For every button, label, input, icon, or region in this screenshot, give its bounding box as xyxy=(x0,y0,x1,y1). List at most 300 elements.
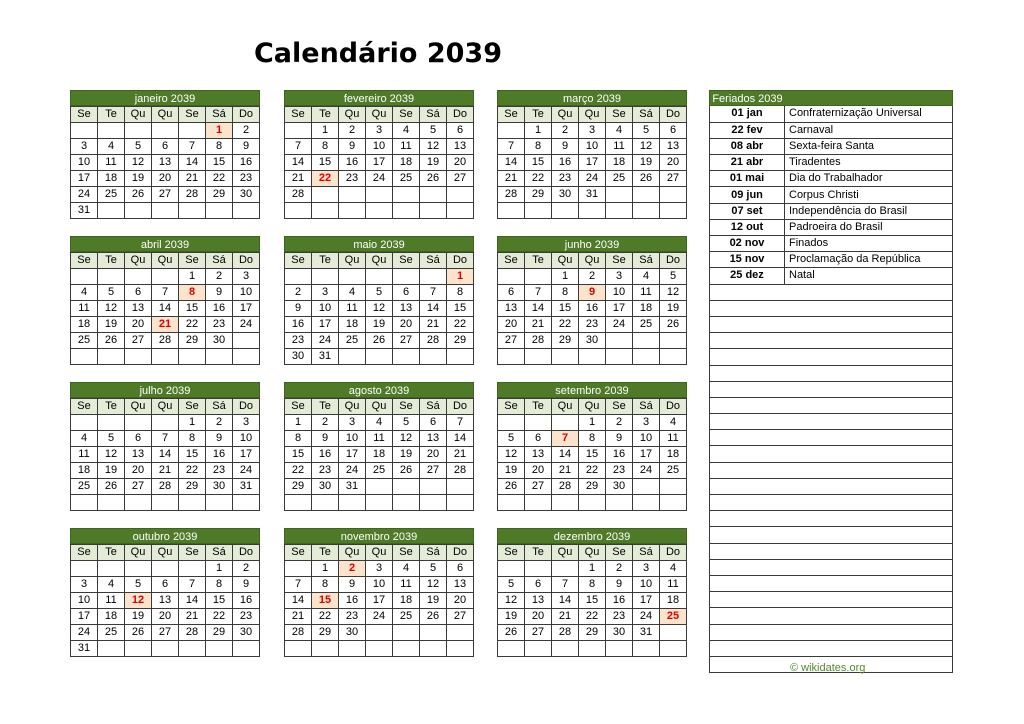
day-cell: 16 xyxy=(206,447,233,463)
week-row xyxy=(285,317,474,333)
day-cell: 3 xyxy=(606,269,633,285)
weekday-label: Se xyxy=(606,253,633,269)
weekday-label: Do xyxy=(233,399,260,415)
day-cell: 18 xyxy=(71,317,98,333)
day-cell: 23 xyxy=(552,171,579,187)
month-calendar xyxy=(70,382,260,511)
weekday-label: Se xyxy=(179,107,206,123)
week-row xyxy=(285,171,474,187)
empty-cell xyxy=(710,559,953,575)
week-row xyxy=(71,431,260,447)
day-cell: 25 xyxy=(393,609,420,625)
day-cell: 12 xyxy=(498,447,525,463)
credit-link[interactable]: © wikidates.org xyxy=(790,662,866,674)
day-cell: 14 xyxy=(447,431,474,447)
empty-cell xyxy=(633,333,660,349)
empty-cell xyxy=(633,495,660,511)
day-cell: 24 xyxy=(233,463,260,479)
month-calendar xyxy=(497,236,687,365)
month-table xyxy=(284,106,474,219)
day-cell: 3 xyxy=(71,577,98,593)
day-cell: 8 xyxy=(179,285,206,301)
day-cell: 29 xyxy=(552,333,579,349)
weekday-label: Te xyxy=(98,399,125,415)
day-cell: 18 xyxy=(366,447,393,463)
empty-cell xyxy=(710,349,953,365)
day-cell: 11 xyxy=(660,577,687,593)
day-cell: 26 xyxy=(98,333,125,349)
day-cell: 6 xyxy=(393,285,420,301)
holiday-name: Natal xyxy=(785,268,953,284)
weekday-label: Se xyxy=(179,253,206,269)
week-row xyxy=(71,495,260,511)
weekday-label: Qu xyxy=(579,545,606,561)
day-cell: 6 xyxy=(152,139,179,155)
day-cell: 1 xyxy=(312,123,339,139)
day-cell: 25 xyxy=(71,333,98,349)
day-cell: 9 xyxy=(233,577,260,593)
month-table xyxy=(284,252,474,365)
holiday-date: 12 out xyxy=(710,219,785,235)
day-cell: 2 xyxy=(206,415,233,431)
weekday-label: Se xyxy=(393,545,420,561)
empty-cell xyxy=(125,561,152,577)
month-table xyxy=(497,398,687,511)
day-cell: 12 xyxy=(366,301,393,317)
empty-cell xyxy=(366,641,393,657)
holiday-name: Tiradentes xyxy=(785,155,953,171)
weekday-label: Sá xyxy=(420,399,447,415)
week-row xyxy=(498,301,687,317)
weekday-label: Se xyxy=(498,545,525,561)
weekday-label: Sá xyxy=(633,399,660,415)
weekday-label: Qu xyxy=(339,253,366,269)
holiday-row xyxy=(710,203,953,219)
empty-cell xyxy=(393,269,420,285)
week-row xyxy=(498,187,687,203)
day-cell: 12 xyxy=(393,431,420,447)
holiday-name: Confraternização Universal xyxy=(785,106,953,122)
day-cell: 18 xyxy=(660,447,687,463)
empty-cell xyxy=(71,349,98,365)
holiday-empty-row xyxy=(710,608,953,624)
day-cell: 15 xyxy=(579,593,606,609)
day-cell: 20 xyxy=(152,609,179,625)
day-cell: 20 xyxy=(125,317,152,333)
holiday-empty-row xyxy=(710,559,953,575)
day-cell: 1 xyxy=(312,561,339,577)
day-cell: 2 xyxy=(606,561,633,577)
empty-cell xyxy=(125,203,152,219)
holiday-row xyxy=(710,138,953,154)
day-cell: 4 xyxy=(98,139,125,155)
day-cell: 22 xyxy=(525,171,552,187)
day-cell: 10 xyxy=(366,139,393,155)
day-cell: 18 xyxy=(660,593,687,609)
empty-cell xyxy=(393,349,420,365)
empty-cell xyxy=(447,187,474,203)
day-cell: 16 xyxy=(339,593,366,609)
day-cell: 5 xyxy=(393,415,420,431)
holiday-date: 22 fev xyxy=(710,122,785,138)
weekday-label: Qu xyxy=(579,253,606,269)
month-calendar xyxy=(497,90,687,219)
day-cell: 21 xyxy=(152,463,179,479)
empty-cell xyxy=(660,641,687,657)
empty-cell xyxy=(125,641,152,657)
day-cell: 22 xyxy=(179,463,206,479)
holidays-panel xyxy=(709,90,953,673)
week-row xyxy=(285,593,474,609)
day-cell: 27 xyxy=(660,171,687,187)
empty-cell xyxy=(660,479,687,495)
empty-cell xyxy=(98,203,125,219)
holidays-table xyxy=(709,106,953,673)
holiday-date: 21 abr xyxy=(710,155,785,171)
empty-cell xyxy=(285,123,312,139)
day-cell: 24 xyxy=(606,317,633,333)
holiday-empty-row xyxy=(710,381,953,397)
empty-cell xyxy=(498,415,525,431)
empty-cell xyxy=(498,349,525,365)
empty-cell xyxy=(606,187,633,203)
day-cell: 26 xyxy=(125,625,152,641)
day-cell: 10 xyxy=(366,577,393,593)
day-cell: 24 xyxy=(71,187,98,203)
week-row xyxy=(285,269,474,285)
day-cell: 29 xyxy=(285,479,312,495)
empty-cell xyxy=(152,123,179,139)
day-cell: 6 xyxy=(498,285,525,301)
weekday-row xyxy=(285,253,474,269)
empty-cell xyxy=(447,495,474,511)
day-cell: 29 xyxy=(525,187,552,203)
day-cell: 16 xyxy=(606,447,633,463)
day-cell: 2 xyxy=(606,415,633,431)
day-cell: 18 xyxy=(633,301,660,317)
day-cell: 6 xyxy=(447,561,474,577)
weekday-row xyxy=(71,545,260,561)
weekday-label: Qu xyxy=(339,545,366,561)
empty-cell xyxy=(447,625,474,641)
day-cell: 4 xyxy=(366,415,393,431)
week-row xyxy=(71,285,260,301)
empty-cell xyxy=(312,187,339,203)
empty-cell xyxy=(206,495,233,511)
week-row xyxy=(285,333,474,349)
day-cell: 8 xyxy=(312,139,339,155)
empty-cell xyxy=(98,415,125,431)
weekday-label: Se xyxy=(179,399,206,415)
weekday-label: Qu xyxy=(125,253,152,269)
day-cell: 2 xyxy=(339,561,366,577)
day-cell: 1 xyxy=(179,415,206,431)
day-cell: 9 xyxy=(312,431,339,447)
holiday-name: Proclamação da República xyxy=(785,252,953,268)
day-cell: 3 xyxy=(71,139,98,155)
day-cell: 16 xyxy=(606,593,633,609)
day-cell: 8 xyxy=(312,577,339,593)
day-cell: 5 xyxy=(125,577,152,593)
day-cell: 22 xyxy=(206,171,233,187)
day-cell: 28 xyxy=(552,625,579,641)
day-cell: 6 xyxy=(447,123,474,139)
day-cell: 16 xyxy=(206,301,233,317)
day-cell: 31 xyxy=(579,187,606,203)
day-cell: 19 xyxy=(420,593,447,609)
day-cell: 29 xyxy=(579,479,606,495)
day-cell: 17 xyxy=(366,593,393,609)
day-cell: 4 xyxy=(71,285,98,301)
empty-cell xyxy=(152,641,179,657)
holiday-row xyxy=(710,252,953,268)
holidays-header xyxy=(709,90,953,106)
empty-cell xyxy=(660,333,687,349)
day-cell: 2 xyxy=(312,415,339,431)
day-cell: 7 xyxy=(152,285,179,301)
day-cell: 6 xyxy=(525,577,552,593)
holiday-name: Finados xyxy=(785,236,953,252)
empty-cell xyxy=(447,479,474,495)
empty-cell xyxy=(98,641,125,657)
day-cell: 13 xyxy=(525,593,552,609)
day-cell: 18 xyxy=(98,609,125,625)
day-cell: 29 xyxy=(579,625,606,641)
holiday-row xyxy=(710,155,953,171)
day-cell: 20 xyxy=(498,317,525,333)
day-cell: 19 xyxy=(498,609,525,625)
empty-cell xyxy=(579,203,606,219)
week-row xyxy=(498,479,687,495)
day-cell: 5 xyxy=(98,285,125,301)
weekday-label: Qu xyxy=(366,107,393,123)
day-cell: 23 xyxy=(339,171,366,187)
weekday-label: Se xyxy=(393,107,420,123)
day-cell: 18 xyxy=(98,171,125,187)
day-cell: 21 xyxy=(179,609,206,625)
empty-cell xyxy=(710,316,953,332)
empty-cell xyxy=(420,625,447,641)
empty-cell xyxy=(710,495,953,511)
week-row xyxy=(71,139,260,155)
day-cell: 11 xyxy=(98,155,125,171)
day-cell: 22 xyxy=(179,317,206,333)
week-row xyxy=(71,641,260,657)
day-cell: 30 xyxy=(233,187,260,203)
holiday-date: 09 jun xyxy=(710,187,785,203)
day-cell: 18 xyxy=(339,317,366,333)
holiday-row xyxy=(710,171,953,187)
holiday-empty-row xyxy=(710,397,953,413)
weekday-label: Te xyxy=(98,253,125,269)
weekday-label: Qu xyxy=(152,399,179,415)
day-cell: 12 xyxy=(98,447,125,463)
empty-cell xyxy=(152,495,179,511)
day-cell: 1 xyxy=(179,269,206,285)
month-table xyxy=(70,106,260,219)
day-cell: 28 xyxy=(179,187,206,203)
weekday-label: Qu xyxy=(366,253,393,269)
weekday-label: Do xyxy=(660,545,687,561)
day-cell: 7 xyxy=(447,415,474,431)
empty-cell xyxy=(420,479,447,495)
holiday-date: 01 jan xyxy=(710,106,785,122)
empty-cell xyxy=(233,349,260,365)
empty-cell xyxy=(393,187,420,203)
empty-cell xyxy=(233,495,260,511)
day-cell: 5 xyxy=(125,139,152,155)
month-calendar xyxy=(70,236,260,365)
month-calendar xyxy=(284,236,474,365)
weekday-label: Qu xyxy=(579,107,606,123)
day-cell: 20 xyxy=(447,593,474,609)
day-cell: 19 xyxy=(366,317,393,333)
holiday-date: 01 mai xyxy=(710,171,785,187)
day-cell: 14 xyxy=(498,155,525,171)
weekday-label: Do xyxy=(447,545,474,561)
empty-cell xyxy=(125,495,152,511)
empty-cell xyxy=(206,349,233,365)
empty-cell xyxy=(579,349,606,365)
weekday-label: Te xyxy=(312,107,339,123)
week-row xyxy=(285,609,474,625)
day-cell: 14 xyxy=(525,301,552,317)
day-cell: 27 xyxy=(125,333,152,349)
day-cell: 14 xyxy=(285,593,312,609)
day-cell: 14 xyxy=(552,593,579,609)
day-cell: 8 xyxy=(579,431,606,447)
holiday-empty-row xyxy=(710,575,953,591)
day-cell: 2 xyxy=(552,123,579,139)
day-cell: 26 xyxy=(393,463,420,479)
day-cell: 28 xyxy=(152,479,179,495)
day-cell: 1 xyxy=(579,561,606,577)
day-cell: 16 xyxy=(579,301,606,317)
week-row xyxy=(71,593,260,609)
month-table xyxy=(284,544,474,657)
day-cell: 20 xyxy=(125,463,152,479)
day-cell: 29 xyxy=(206,187,233,203)
day-cell: 25 xyxy=(393,171,420,187)
weekday-label: Do xyxy=(233,107,260,123)
weekday-label: Te xyxy=(312,399,339,415)
weekday-label: Qu xyxy=(552,253,579,269)
month-header: agosto 2039 xyxy=(284,382,474,398)
day-cell: 31 xyxy=(633,625,660,641)
weekday-label: Do xyxy=(233,253,260,269)
week-row xyxy=(71,333,260,349)
empty-cell xyxy=(606,203,633,219)
day-cell: 30 xyxy=(312,479,339,495)
day-cell: 9 xyxy=(339,577,366,593)
month-header: novembro 2039 xyxy=(284,528,474,544)
day-cell: 12 xyxy=(125,593,152,609)
day-cell: 27 xyxy=(525,625,552,641)
empty-cell xyxy=(552,495,579,511)
month-header: dezembro 2039 xyxy=(497,528,687,544)
empty-cell xyxy=(525,269,552,285)
day-cell: 23 xyxy=(312,463,339,479)
month-calendar xyxy=(284,90,474,219)
weekday-label: Se xyxy=(71,399,98,415)
day-cell: 9 xyxy=(206,431,233,447)
day-cell: 18 xyxy=(606,155,633,171)
week-row xyxy=(285,285,474,301)
day-cell: 13 xyxy=(152,593,179,609)
weekday-label: Se xyxy=(71,545,98,561)
day-cell: 12 xyxy=(125,155,152,171)
day-cell: 21 xyxy=(552,463,579,479)
week-row xyxy=(498,285,687,301)
day-cell: 30 xyxy=(233,625,260,641)
day-cell: 5 xyxy=(366,285,393,301)
empty-cell xyxy=(366,187,393,203)
day-cell: 17 xyxy=(633,593,660,609)
day-cell: 10 xyxy=(633,577,660,593)
empty-cell xyxy=(525,495,552,511)
weekday-label: Qu xyxy=(152,253,179,269)
holiday-empty-row xyxy=(710,511,953,527)
day-cell: 4 xyxy=(71,431,98,447)
day-cell: 15 xyxy=(206,593,233,609)
day-cell: 22 xyxy=(552,317,579,333)
day-cell: 23 xyxy=(206,317,233,333)
empty-cell xyxy=(285,203,312,219)
empty-cell xyxy=(233,641,260,657)
day-cell: 22 xyxy=(206,609,233,625)
week-row xyxy=(71,155,260,171)
empty-cell xyxy=(525,349,552,365)
day-cell: 14 xyxy=(152,447,179,463)
day-cell: 18 xyxy=(393,155,420,171)
day-cell: 13 xyxy=(498,301,525,317)
weekday-label: Qu xyxy=(552,545,579,561)
weekday-label: Sá xyxy=(633,253,660,269)
day-cell: 29 xyxy=(206,625,233,641)
month-table xyxy=(70,544,260,657)
day-cell: 8 xyxy=(447,285,474,301)
weekday-row xyxy=(285,107,474,123)
empty-cell xyxy=(366,625,393,641)
holiday-empty-row xyxy=(710,430,953,446)
month-calendar xyxy=(497,382,687,511)
empty-cell xyxy=(447,641,474,657)
day-cell: 8 xyxy=(525,139,552,155)
holiday-empty-row xyxy=(710,316,953,332)
day-cell: 16 xyxy=(339,155,366,171)
empty-cell xyxy=(710,365,953,381)
day-cell: 8 xyxy=(552,285,579,301)
empty-cell xyxy=(285,269,312,285)
empty-cell xyxy=(498,561,525,577)
empty-cell xyxy=(498,495,525,511)
empty-cell xyxy=(312,641,339,657)
empty-cell xyxy=(71,415,98,431)
month-table xyxy=(284,398,474,511)
month-header: julho 2039 xyxy=(70,382,260,398)
day-cell: 9 xyxy=(606,431,633,447)
day-cell: 15 xyxy=(179,301,206,317)
day-cell: 30 xyxy=(606,625,633,641)
day-cell: 3 xyxy=(633,561,660,577)
day-cell: 1 xyxy=(206,123,233,139)
empty-cell xyxy=(660,203,687,219)
day-cell: 21 xyxy=(152,317,179,333)
day-cell: 24 xyxy=(579,171,606,187)
empty-cell xyxy=(710,414,953,430)
day-cell: 7 xyxy=(285,139,312,155)
week-row xyxy=(498,625,687,641)
